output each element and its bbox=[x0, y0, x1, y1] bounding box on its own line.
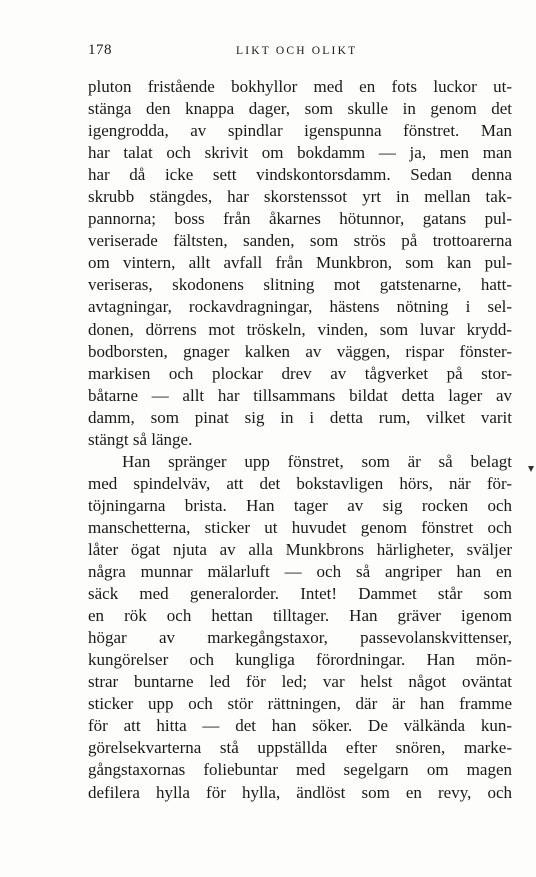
text-line: säck med generalorder. Intet! Dammet står som bbox=[88, 584, 512, 604]
text-line: om vintern, allt avfall från Munkbron, som kan pul- bbox=[88, 253, 512, 273]
text-line: sticker upp och stör rättningen, där är han framme bbox=[88, 694, 512, 714]
text-line: görelsekvarterna stå uppställda efter snören, marke- bbox=[88, 738, 512, 758]
text-line: några munnar mälarluft — och så angriper han en bbox=[88, 562, 512, 582]
text-line: defilera hylla för hylla, ändlöst som en revy, och bbox=[88, 782, 512, 802]
text-line: avtagningar, rockavdragningar, hästens nötning i sel- bbox=[88, 297, 512, 317]
running-title: LIKT OCH OLIKT bbox=[236, 45, 358, 57]
text-line: stängt så länge. bbox=[88, 429, 193, 449]
page-number: 178 bbox=[88, 42, 112, 58]
text-line: donen, dörrens mot tröskeln, vinden, som luvar krydd- bbox=[88, 319, 512, 339]
margin-mark-icon bbox=[528, 466, 534, 472]
text-line: manschetterna, sticker ut huvudet genom fönstret och bbox=[88, 517, 512, 537]
text-line: har då icke sett vindskontorsdamm. Sedan denna bbox=[88, 165, 512, 185]
text-line: stänga den knappa dager, som skulle in genom det bbox=[88, 99, 512, 119]
text-line: högar av markegångstaxor, passevolanskvittenser, bbox=[88, 628, 512, 648]
text-line: en rök och hettan tilltager. Han gräver igenom bbox=[88, 606, 512, 626]
text-line: veriseras, skodonens slitning mot gatstenarne, hatt- bbox=[88, 275, 512, 295]
text-line: strar buntarne led för led; var helst något oväntat bbox=[88, 672, 512, 692]
text-line: damm, som pinat sig in i detta rum, vilket varit bbox=[88, 407, 512, 427]
text-line: båtarne — allt har tillsammans bildat detta lager av bbox=[88, 385, 512, 405]
text-line: låter ögat njuta av alla Munkbrons härligheter, sväljer bbox=[88, 539, 512, 559]
text-line: pluton fristående bokhyllor med en fots luckor ut- bbox=[88, 77, 512, 96]
text-line: kungörelser och kungliga förordningar. Han mön- bbox=[88, 650, 512, 670]
paragraph-start-line: Han spränger upp fönstret, som är så belagt bbox=[122, 451, 512, 471]
text-line: veriserade fältsten, sanden, som strös på trottoarerna bbox=[88, 231, 512, 251]
text-line: markisen och plockar drev av tågverket på stor- bbox=[88, 363, 512, 383]
text-line: med spindelväv, att det bokstavligen hörs, när för- bbox=[88, 473, 512, 493]
text-line: gångstaxornas foliebuntar med segelgarn om magen bbox=[88, 760, 512, 780]
page-header bbox=[88, 42, 508, 62]
body-text bbox=[88, 76, 512, 804]
text-line: pannorna; boss från åkarnes hötunnor, gatans pul- bbox=[88, 209, 512, 229]
text-line: skrubb stängdes, har skorstenssot yrt in mellan tak- bbox=[88, 187, 512, 207]
text-line: igengrodda, av spindlar igenspunna fönstret. Man bbox=[88, 121, 512, 141]
text-line: töjningarna brista. Han tager av sig rocken och bbox=[88, 495, 512, 515]
text-line: bodborsten, gnager kalken av väggen, rispar fönster- bbox=[88, 341, 512, 361]
text-line: har talat och skrivit om bokdamm — ja, men man bbox=[88, 143, 512, 163]
text-line: för att hitta — det han söker. De välkända kun- bbox=[88, 716, 512, 736]
